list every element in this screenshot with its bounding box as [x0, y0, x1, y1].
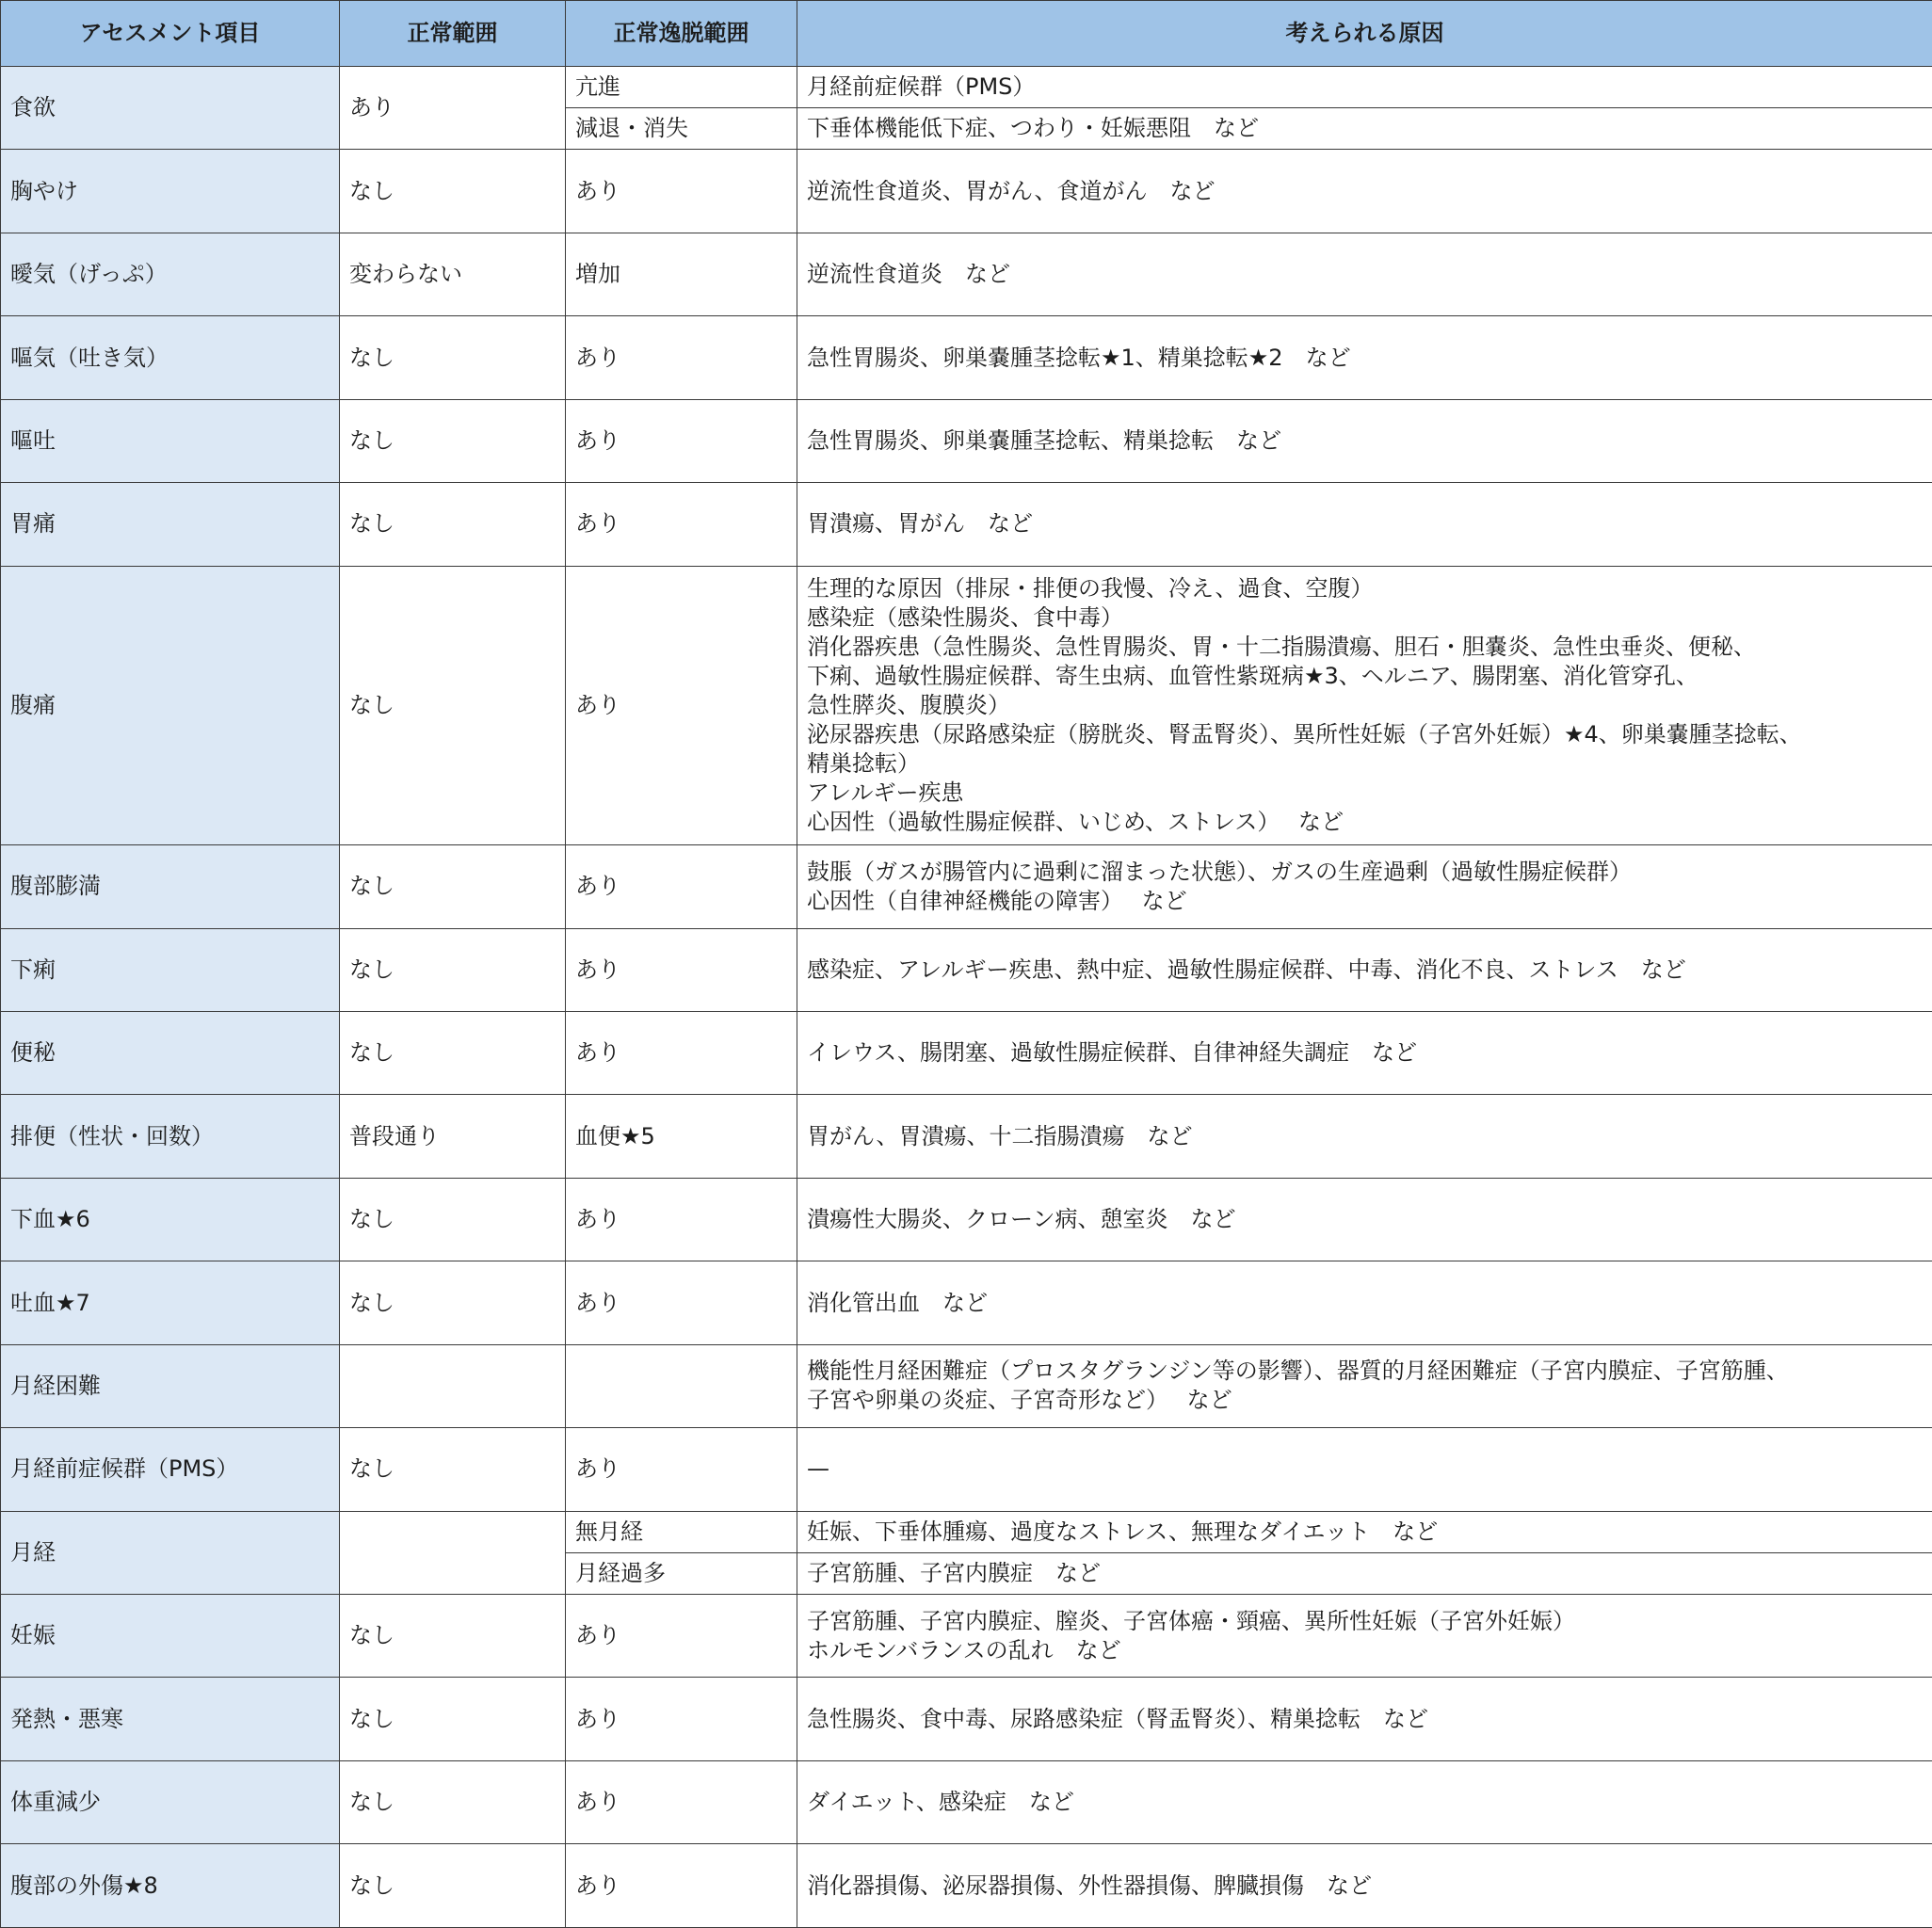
deviation-range-cell: あり [566, 150, 797, 233]
cause-line: 機能性月経困難症（プロスタグランジン等の影響）、器質的月経困難症（子宮内膜症、子宮筋腫、 [807, 1358, 1789, 1385]
assessment-item-cell: 排便（性状・回数） [1, 1095, 340, 1178]
normal-range-cell: なし [340, 1011, 566, 1094]
cause-line: 下垂体機能低下症、つわり・妊娠悪阻 など [807, 115, 1259, 142]
normal-range-cell: なし [340, 928, 566, 1011]
cause-line: 消化器疾患（急性腸炎、急性胃腸炎、胃・十二指腸潰瘍、胆石・胆嚢炎、急性虫垂炎、便秘、 [807, 633, 1756, 660]
cause-line: 胃潰瘍、胃がん など [807, 510, 1033, 538]
header-deviation-range: 正常逸脱範囲 [566, 1, 797, 67]
possible-causes-cell [797, 1595, 1932, 1678]
table-row [1, 483, 1932, 566]
deviation-range-cell: あり [566, 399, 797, 482]
assessment-item-cell: 月経困難 [1, 1344, 340, 1427]
cause-line: 心因性（自律神経機能の障害） など [807, 887, 1187, 914]
normal-range-cell: あり [340, 67, 566, 150]
possible-causes-cell [797, 399, 1932, 482]
cause-line: 下痢、過敏性腸症候群、寄生虫病、血管性紫斑病★3、ヘルニア、腸閉塞、消化管穿孔、 [807, 662, 1699, 689]
possible-causes-cell [797, 1261, 1932, 1344]
assessment-item-cell: 発熱・悪寒 [1, 1678, 340, 1760]
deviation-range-cell: あり [566, 483, 797, 566]
cause-line: イレウス、腸閉塞、過敏性腸症候群、自律神経失調症 など [807, 1039, 1417, 1067]
table-row [1, 1844, 1932, 1928]
possible-causes-cell [797, 233, 1932, 315]
possible-causes-cell [797, 1678, 1932, 1760]
deviation-range-cell: 血便★5 [566, 1095, 797, 1178]
cause-line: 消化器損傷、泌尿器損傷、外性器損傷、脾臓損傷 など [807, 1872, 1372, 1899]
cause-line: 逆流性食道炎 など [807, 261, 1010, 288]
normal-range-cell: なし [340, 1261, 566, 1344]
possible-causes-cell [797, 566, 1932, 844]
assessment-item-cell: 月経前症候群（PMS） [1, 1428, 340, 1511]
table-row [1, 1011, 1932, 1094]
deviation-range-cell: あり [566, 1760, 797, 1843]
cause-line: 感染症（感染性腸炎、食中毒） [807, 603, 1123, 631]
table-row [1, 316, 1932, 399]
assessment-item-cell: 体重減少 [1, 1760, 340, 1843]
cause-line: 逆流性食道炎、胃がん、食道がん など [807, 177, 1216, 204]
table-row [1, 1595, 1932, 1678]
deviation-range-cell: あり [566, 1678, 797, 1760]
possible-causes-cell [797, 483, 1932, 566]
deviation-range-cell [566, 1344, 797, 1427]
cause-line: 潰瘍性大腸炎、クローン病、憩室炎 など [807, 1206, 1236, 1233]
cause-line: ダイエット、感染症 など [807, 1789, 1074, 1816]
table-row [1, 399, 1932, 482]
cause-line: 急性腸炎、食中毒、尿路感染症（腎盂腎炎）、精巣捻転 など [807, 1705, 1428, 1732]
table-row [1, 1261, 1932, 1344]
cause-line: 胃がん、胃潰瘍、十二指腸潰瘍 など [807, 1122, 1193, 1149]
possible-causes-cell [797, 1511, 1932, 1552]
table-row [1, 566, 1932, 844]
cause-line: 子宮筋腫、子宮内膜症、膣炎、子宮体癌・頸癌、異所性妊娠（子宮外妊娠） [807, 1607, 1575, 1634]
cause-line: 急性胃腸炎、卵巣嚢腫茎捻転、精巣捻転 など [807, 426, 1281, 454]
deviation-range-cell: あり [566, 1261, 797, 1344]
cause-line: 泌尿器疾患（尿路感染症（膀胱炎、腎盂腎炎）、異所性妊娠（子宮外妊娠）★4、卵巣嚢腫茎捻転、 [807, 720, 1802, 747]
deviation-range-cell: あり [566, 566, 797, 844]
assessment-item-cell: 下痢 [1, 928, 340, 1011]
table-row [1, 1678, 1932, 1760]
possible-causes-cell [797, 1760, 1932, 1843]
cause-line: ホルモンバランスの乱れ など [807, 1636, 1121, 1663]
normal-range-cell: 普段通り [340, 1095, 566, 1178]
table-row [1, 1760, 1932, 1843]
assessment-item-cell: 胸やけ [1, 150, 340, 233]
assessment-item-cell: 食欲 [1, 67, 340, 150]
possible-causes-cell [797, 1428, 1932, 1511]
possible-causes-cell [797, 1552, 1932, 1594]
assessment-item-cell: 妊娠 [1, 1595, 340, 1678]
table-row [1, 1178, 1932, 1261]
possible-causes-cell [797, 928, 1932, 1011]
normal-range-cell [340, 1344, 566, 1427]
normal-range-cell: なし [340, 316, 566, 399]
deviation-range-cell: あり [566, 928, 797, 1011]
table-row [1, 233, 1932, 315]
normal-range-cell: なし [340, 150, 566, 233]
header-normal-range: 正常範囲 [340, 1, 566, 67]
deviation-range-cell: あり [566, 1844, 797, 1928]
header-assessment-item: アセスメント項目 [1, 1, 340, 67]
assessment-item-cell: 下血★6 [1, 1178, 340, 1261]
cause-line: 鼓脹（ガスが腸管内に過剰に溜まった状態）、ガスの生産過剰（過敏性腸症候群） [807, 858, 1632, 885]
deviation-range-cell: 無月経 [566, 1511, 797, 1552]
assessment-item-cell: 月経 [1, 1511, 340, 1594]
deviation-range-cell: あり [566, 845, 797, 928]
cause-line: 妊娠、下垂体腫瘍、過度なストレス、無理なダイエット など [807, 1518, 1439, 1545]
cause-line: — [807, 1455, 829, 1483]
header-row [1, 1, 1932, 67]
normal-range-cell: なし [340, 845, 566, 928]
normal-range-cell: なし [340, 1595, 566, 1678]
cause-line: 精巣捻転） [807, 749, 920, 777]
table-row [1, 1095, 1932, 1178]
normal-range-cell: なし [340, 566, 566, 844]
normal-range-cell [340, 1511, 566, 1594]
possible-causes-cell [797, 1011, 1932, 1094]
possible-causes-cell [797, 108, 1932, 150]
assessment-item-cell: 腹部膨満 [1, 845, 340, 928]
assessment-item-cell: 嘔気（吐き気） [1, 316, 340, 399]
assessment-item-cell: 腹部の外傷★8 [1, 1844, 340, 1928]
cause-line: 生理的な原因（排尿・排便の我慢、冷え、過食、空腹） [807, 574, 1374, 602]
deviation-range-cell: 亢進 [566, 67, 797, 108]
cause-line: 急性膵炎、腹膜炎） [807, 691, 1010, 718]
table-row [1, 1511, 1932, 1552]
cause-line: 感染症、アレルギー疾患、熱中症、過敏性腸症候群、中毒、消化不良、ストレス など [807, 956, 1686, 983]
deviation-range-cell: あり [566, 1595, 797, 1678]
cause-line: アレルギー疾患 [807, 779, 964, 806]
cause-line: 子宮や卵巣の炎症、子宮奇形など） など [807, 1387, 1232, 1414]
assessment-item-cell: 曖気（げっぷ） [1, 233, 340, 315]
deviation-range-cell: 月経過多 [566, 1552, 797, 1594]
table-body [1, 67, 1932, 1928]
assessment-item-cell: 吐血★7 [1, 1261, 340, 1344]
normal-range-cell: なし [340, 1178, 566, 1261]
possible-causes-cell [797, 67, 1932, 108]
table-row [1, 928, 1932, 1011]
normal-range-cell: なし [340, 1428, 566, 1511]
table-row [1, 150, 1932, 233]
deviation-range-cell: あり [566, 1011, 797, 1094]
table-row [1, 1344, 1932, 1427]
header-possible-causes: 考えられる原因 [797, 1, 1932, 67]
assessment-item-cell: 嘔吐 [1, 399, 340, 482]
table-row [1, 845, 1932, 928]
cause-line: 消化管出血 など [807, 1289, 988, 1316]
possible-causes-cell [797, 1844, 1932, 1928]
cause-line: 子宮筋腫、子宮内膜症 など [807, 1559, 1101, 1586]
normal-range-cell: なし [340, 1678, 566, 1760]
assessment-item-cell: 便秘 [1, 1011, 340, 1094]
table-row [1, 1428, 1932, 1511]
table-row [1, 67, 1932, 108]
normal-range-cell: なし [340, 1844, 566, 1928]
possible-causes-cell [797, 1095, 1932, 1178]
possible-causes-cell [797, 1344, 1932, 1427]
deviation-range-cell: あり [566, 316, 797, 399]
assessment-item-cell: 腹痛 [1, 566, 340, 844]
normal-range-cell: なし [340, 1760, 566, 1843]
normal-range-cell: 変わらない [340, 233, 566, 315]
normal-range-cell: なし [340, 483, 566, 566]
deviation-range-cell: あり [566, 1178, 797, 1261]
possible-causes-cell [797, 316, 1932, 399]
cause-line: 急性胃腸炎、卵巣嚢腫茎捻転★1、精巣捻転★2 など [807, 344, 1351, 371]
cause-line: 心因性（過敏性腸症候群、いじめ、ストレス） など [807, 808, 1344, 835]
possible-causes-cell [797, 150, 1932, 233]
deviation-range-cell: 減退・消失 [566, 108, 797, 150]
deviation-range-cell: あり [566, 1428, 797, 1511]
assessment-item-cell: 胃痛 [1, 483, 340, 566]
deviation-range-cell: 増加 [566, 233, 797, 315]
possible-causes-cell [797, 845, 1932, 928]
cause-line: 月経前症候群（PMS） [807, 73, 1036, 101]
possible-causes-cell [797, 1178, 1932, 1261]
normal-range-cell: なし [340, 399, 566, 482]
